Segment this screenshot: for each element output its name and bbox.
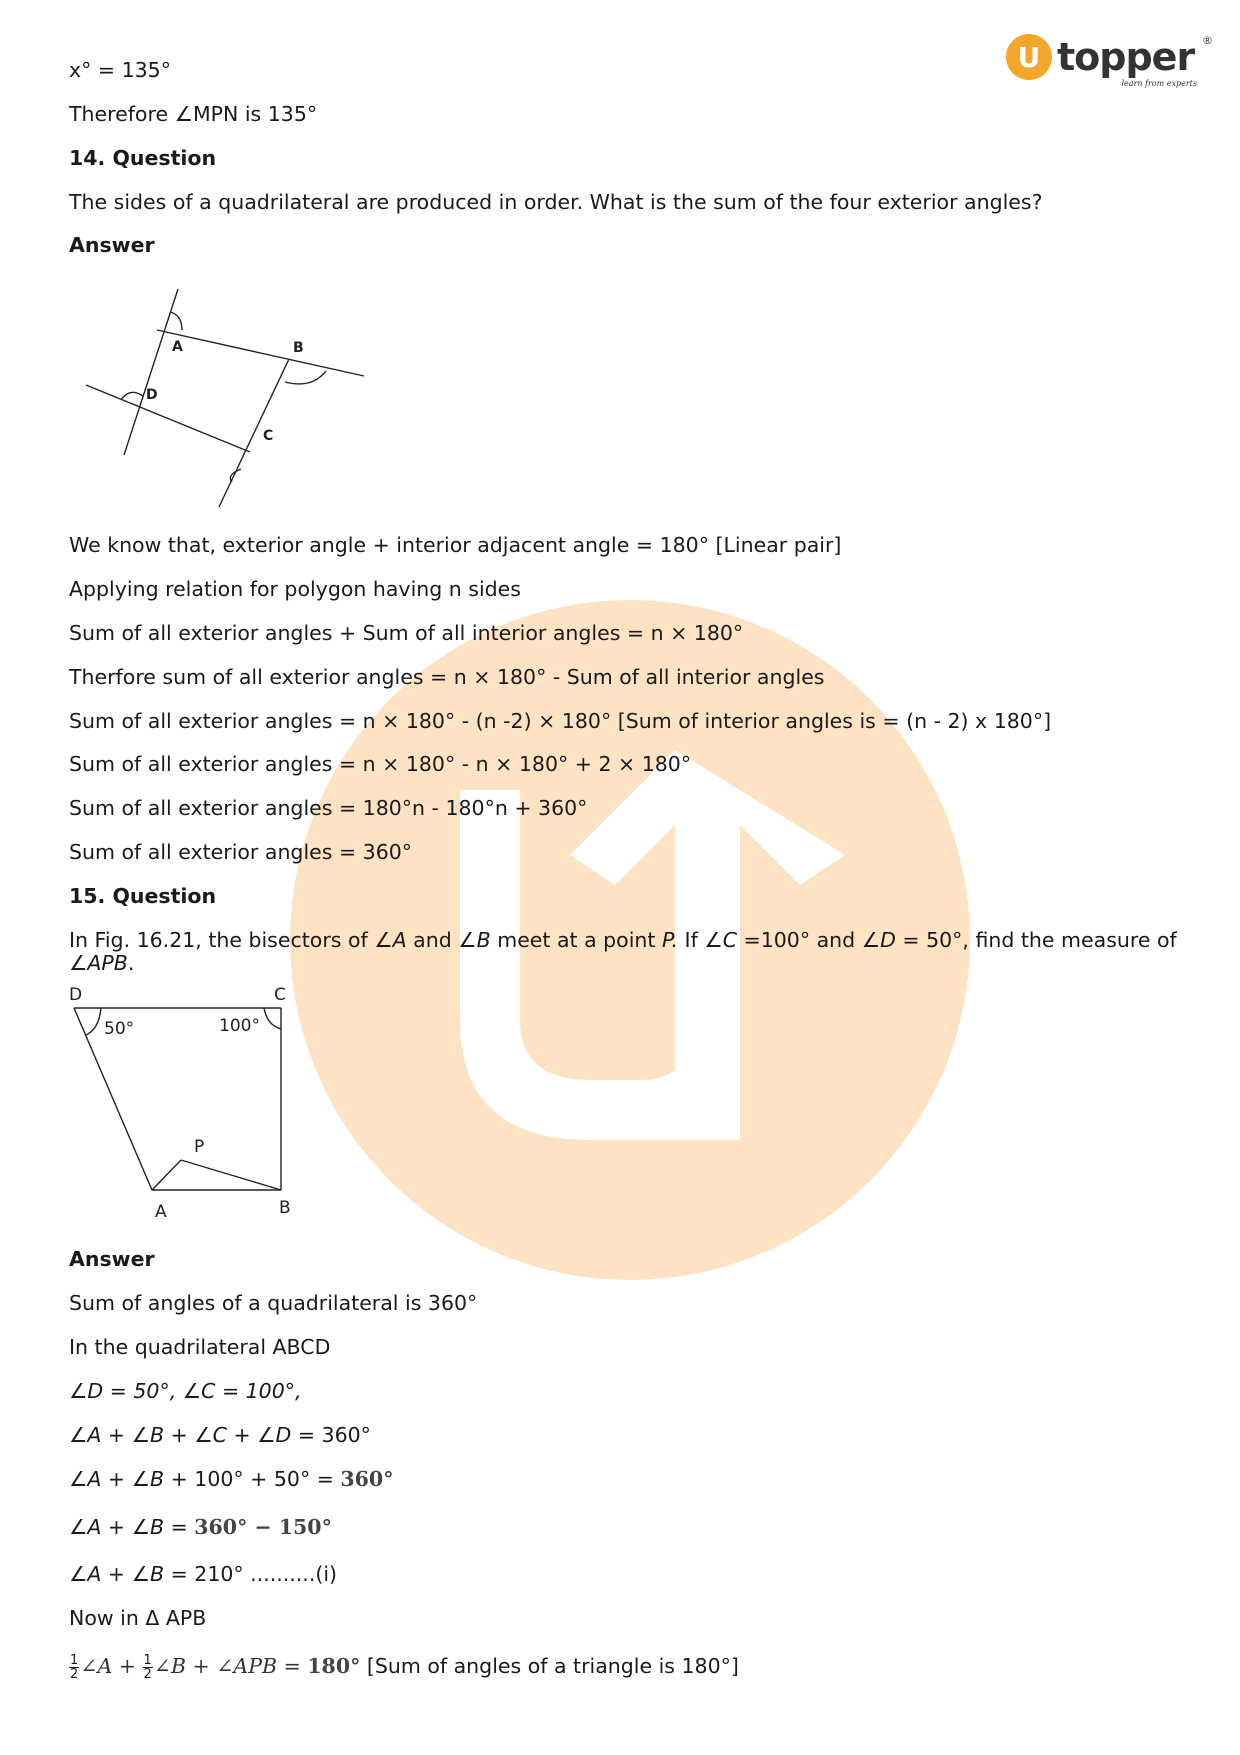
fraction-denominator: 2	[70, 1666, 79, 1682]
math-line	[69, 1515, 332, 1539]
text-run: In Fig. 16.21, the bisectors of	[69, 928, 375, 952]
math-expr: ∠A + ∠B	[69, 1562, 165, 1586]
math-line: ∠D = 50°, ∠C = 100°,	[69, 1379, 302, 1403]
vertex-label-c: C	[263, 428, 274, 444]
text-line: Now in Δ APB	[69, 1606, 207, 1630]
fraction-half	[69, 1654, 79, 1681]
text-line: Therefore ∠MPN is 135°	[69, 102, 318, 126]
math-expr: ∠A + ∠B	[69, 1467, 165, 1491]
vertex-label-d: D	[69, 985, 83, 1005]
exterior-angle-arc-a	[170, 312, 182, 330]
vertex-label-b: B	[279, 1198, 291, 1218]
figure-quadrilateral-abcd	[69, 985, 309, 1220]
math-image-value: 180°	[307, 1654, 361, 1678]
text-run: meet at a point	[490, 928, 662, 952]
text-line: x° = 135°	[69, 58, 171, 82]
point-label-p: P	[194, 1137, 205, 1157]
math-angle-c: ∠C	[704, 928, 738, 952]
line-cd-extended	[86, 385, 250, 452]
bisector-ap	[152, 1160, 181, 1190]
text-run: =	[164, 1515, 195, 1539]
fraction-denominator: 2	[143, 1666, 152, 1682]
math-angle-apb: ∠APB	[69, 951, 128, 975]
line-ab-extended	[157, 330, 364, 376]
vertex-label-d: D	[146, 387, 158, 403]
vertex-label-a: A	[172, 339, 183, 355]
text-run: If	[678, 928, 705, 952]
math-image-value: 360°	[340, 1467, 394, 1491]
math-line	[69, 1562, 337, 1586]
math-angle-d: ∠D	[861, 928, 896, 952]
angle-arc-c	[264, 1008, 281, 1029]
text-line: Sum of all exterior angles = n × 180° - (n -2) × 180° [Sum of interior angles is = (n - 2) x 180°]	[69, 709, 1052, 733]
math-expr: ∠A +	[80, 1654, 136, 1678]
vertex-label-a: A	[155, 1202, 167, 1222]
math-angle-a: ∠A	[374, 928, 407, 952]
vertex-label-c: C	[274, 985, 286, 1005]
line-da-extended	[124, 289, 178, 455]
math-point-p: P.	[661, 928, 679, 952]
logo-registered: ®	[1202, 34, 1213, 47]
text-run: = 50°, find the measure of	[895, 928, 1177, 952]
logo-mark: U	[1017, 41, 1041, 74]
math-image-value: 360° − 150°	[194, 1515, 332, 1539]
question-heading: 15. Question	[69, 884, 217, 908]
text-line: Sum of angles of a quadrilateral is 360°	[69, 1291, 478, 1315]
text-line: Sum of all exterior angles = 360°	[69, 840, 413, 864]
text-line: Applying relation for polygon having n sides	[69, 577, 521, 601]
fraction-numerator: 1	[70, 1652, 79, 1668]
line-bc-extended	[219, 359, 289, 507]
angle-arc-d	[86, 1008, 101, 1035]
text-run: and	[406, 928, 459, 952]
text-line: Therfore sum of all exterior angles = n × 180° - Sum of all interior angles	[69, 665, 825, 689]
text-line: In the quadrilateral ABCD	[69, 1335, 331, 1359]
angle-label-d: 50°	[104, 1019, 135, 1039]
question-text: The sides of a quadrilateral are produced in order. What is the sum of the four exterior angles?	[69, 190, 1043, 214]
math-line	[69, 1651, 739, 1681]
math-angle-b: ∠B	[458, 928, 491, 952]
question-heading: 14. Question	[69, 146, 217, 170]
bisector-bp	[181, 1160, 281, 1190]
text-run: = 360°	[291, 1423, 371, 1447]
text-run: = 210° ..........(i)	[164, 1562, 338, 1586]
text-run: .	[127, 951, 135, 975]
text-run: + 100° + 50° =	[164, 1467, 341, 1491]
text-line: Sum of all exterior angles = 180°n - 180°n + 360°	[69, 796, 588, 820]
logo-word: topper	[1057, 35, 1195, 79]
math-expr: ∠A + ∠B	[69, 1515, 165, 1539]
question-text	[69, 928, 1177, 952]
answer-heading: Answer	[69, 1247, 155, 1271]
brand-logo	[1005, 30, 1213, 94]
logo-tagline: learn from experts	[1121, 79, 1197, 88]
math-expr: ∠B + ∠APB =	[153, 1654, 301, 1678]
fraction-numerator: 1	[143, 1652, 152, 1668]
text-line: Sum of all exterior angles = n × 180° - n × 180° + 2 × 180°	[69, 752, 692, 776]
vertex-label-b: B	[293, 340, 304, 356]
text-run: [Sum of angles of a triangle is 180°]	[360, 1654, 739, 1678]
exterior-angle-arc-b	[285, 371, 326, 384]
question-text	[69, 951, 134, 975]
text-run: =100° and	[737, 928, 862, 952]
figure-quadrilateral-exterior-angles	[74, 285, 384, 510]
math-expr: ∠A + ∠B + ∠C + ∠D	[69, 1423, 292, 1447]
math-line	[69, 1467, 393, 1491]
answer-heading: Answer	[69, 233, 155, 257]
fraction-half	[143, 1654, 153, 1681]
text-line: Sum of all exterior angles + Sum of all interior angles = n × 180°	[69, 621, 744, 645]
exterior-angle-arc-d	[121, 392, 143, 400]
angle-label-c: 100°	[219, 1016, 260, 1036]
text-line: We know that, exterior angle + interior adjacent angle = 180° [Linear pair]	[69, 533, 842, 557]
math-line	[69, 1423, 371, 1447]
